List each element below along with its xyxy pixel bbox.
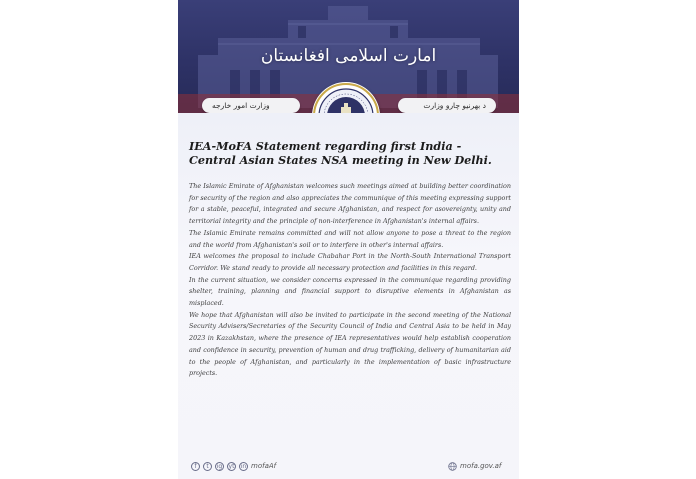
ministry-label-dari: وزارت امور خارجه — [202, 98, 300, 113]
instagram-icon: ig — [216, 463, 223, 470]
twitter-icon: t — [203, 462, 212, 471]
footer-bar — [178, 460, 519, 474]
facebook-icon: f — [191, 462, 200, 471]
youtube-icon: yt — [228, 463, 235, 470]
website-link[interactable]: mofa.gov.af — [460, 462, 502, 470]
paragraph: The Islamic Emirate of Afghanistan welcomes such meetings aimed at building better coordination for security of the region and also appreciates the communique of this meeting expressing support for a stable, peaceful, integrated and secure Afghanistan, and respect for asovereignty, unity and territorial integrity and the principle of non-interference in Afghanistan's internal affairs. — [189, 182, 511, 226]
statement-text — [189, 181, 511, 380]
paragraph: In the current situation, we consider concerns expressed in the communique regarding providing shelter, training, planning and financial support to disruptive elements in Afghanistan as misplaced. — [189, 275, 511, 308]
statement-document — [178, 0, 519, 479]
statement-title: IEA-MoFA Statement regarding first India - Central Asian States NSA meeting in New Delhi. — [189, 139, 492, 167]
emirate-title-arabic: امارت اسلامی افغانستان — [260, 46, 437, 66]
paragraph: IEA welcomes the proposal to include Chabahar Port in the North-South International Transport Corridor. We stand ready to provide all necessary protection and facilities in this regard. — [189, 252, 511, 272]
linkedin-icon: in — [240, 463, 247, 470]
paragraph: The Islamic Emirate remains committed and will not allow anyone to pose a threat to the region and the world from Afghanistan's soil or to interfere in other's internal affairs. — [189, 228, 511, 249]
social-handle: mofaAf — [251, 462, 277, 470]
paragraph: We hope that Afghanistan will also be invited to participate in the second meeting of the National Security Advisers/Secretaries of the Security Council of India and Central Asia to be held in May 2023 in Kazakhstan, where the presence of IEA representatives would help establish cooperation and confidence in security, prevention of human and drug trafficking, delivery of humanitarian aid to the people of Afghanistan, and particularly in the implementation of basic infrastructure projects. — [189, 310, 511, 378]
globe-icon — [448, 462, 457, 471]
statement-body-panel — [178, 113, 519, 479]
ministry-label-pashto: د بهرنیو چارو وزارت — [398, 98, 496, 113]
